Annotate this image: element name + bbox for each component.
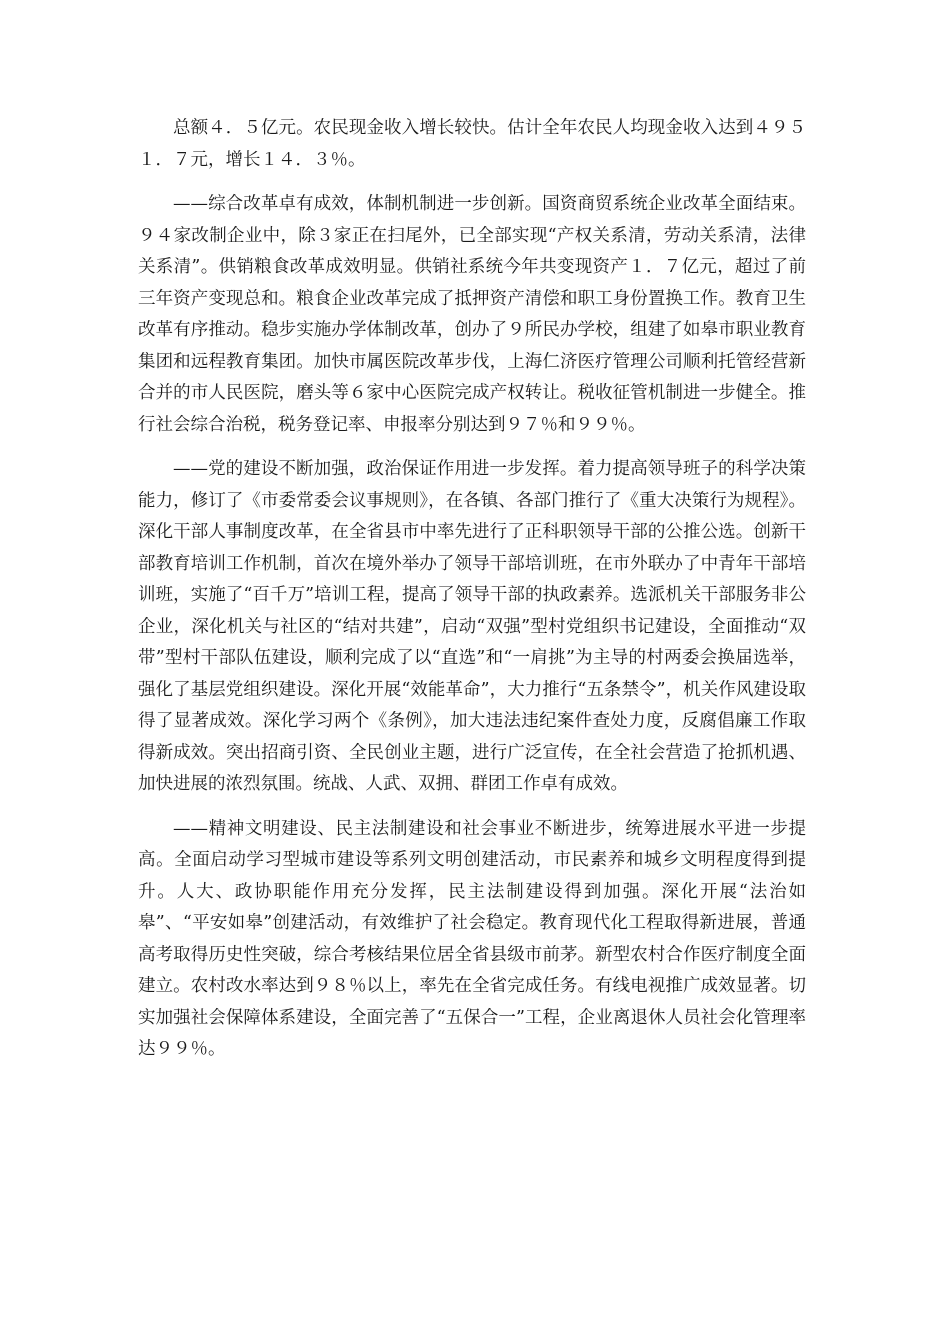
paragraph-income: 总额４．５亿元。农民现金收入增长较快。估计全年农民人均现金收入达到４９５１．７元，增长１４．３％。 [138, 118, 806, 170]
paragraph-party-building: ——党的建设不断加强，政治保证作用进一步发挥。着力提高领导班子的科学决策能力，修订了《市委常委会议事规则》，在各镇、各部门推行了《重大决策行为规程》。深化干部人事制度改革，在全省县市中率先进行了正科职领导干部的公推公选。创新干部教育培训工作机制，首次在境外举办了领导干部培训班，在市外联办了中青年干部培训班，实施了“百千万”培训工程，提高了领导干部的执政素养。选派机关干部服务非公企业，深化机关与社区的“结对共建”，启动“双强”型村党组织书记建设，全面推动“双带”型村干部队伍建设，顺利完成了以“直选”和“一肩挑”为主导的村两委会换届选举，强化了基层党组织建设。深化开展“效能革命”，大力推行“五条禁令”，机关作风建设取得了显著成效。深化学习两个《条例》，加大违法违纪案件查处力度，反腐倡廉工作取得新成效。突出招商引资、全民创业主题，进行广泛宣传，在全社会营造了抢抓机遇、加快进展的浓烈氛围。统战、人武、双拥、群团工作卓有成效。 [138, 459, 806, 794]
paragraph-civilization: ——精神文明建设、民主法制建设和社会事业不断进步，统筹进展水平进一步提高。全面启动学习型城市建设等系列文明创建活动，市民素养和城乡文明程度得到提升。人大、政协职能作用充分发挥，民主法制建设得到加强。深化开展“法治如皋”、“平安如皋”创建活动，有效维护了社会稳定。教育现代化工程取得新进展，普通高考取得历史性突破，综合考核结果位居全省县级市前茅。新型农村合作医疗制度全面建立。农村改水率达到９８％以上，率先在全省完成任务。有线电视推广成效显著。切实加强社会保障体系建设，全面完善了“五保合一”工程，企业离退休人员社会化管理率达９９％。 [138, 818, 806, 1059]
document-body [138, 113, 806, 1066]
paragraph-reform: ——综合改革卓有成效，体制机制进一步创新。国资商贸系统企业改革全面结束。９４家改制企业中，除３家正在扫尾外，已全部实现“产权关系清，劳动关系清，法律关系清”。供销粮食改革成效明显。供销社系统今年共变现资产１．７亿元，超过了前三年资产变现总和。粮食企业改革完成了抵押资产清偿和职工身份置换工作。教育卫生改革有序推动。稳步实施办学体制改革，创办了９所民办学校，组建了如皋市职业教育集团和远程教育集团。加快市属医院改革步伐，上海仁济医疗管理公司顺利托管经营新合并的市人民医院，磨头等６家中心医院完成产权转让。税收征管机制进一步健全。推行社会综合治税，税务登记率、申报率分别达到９７％和９９％。 [138, 194, 806, 435]
